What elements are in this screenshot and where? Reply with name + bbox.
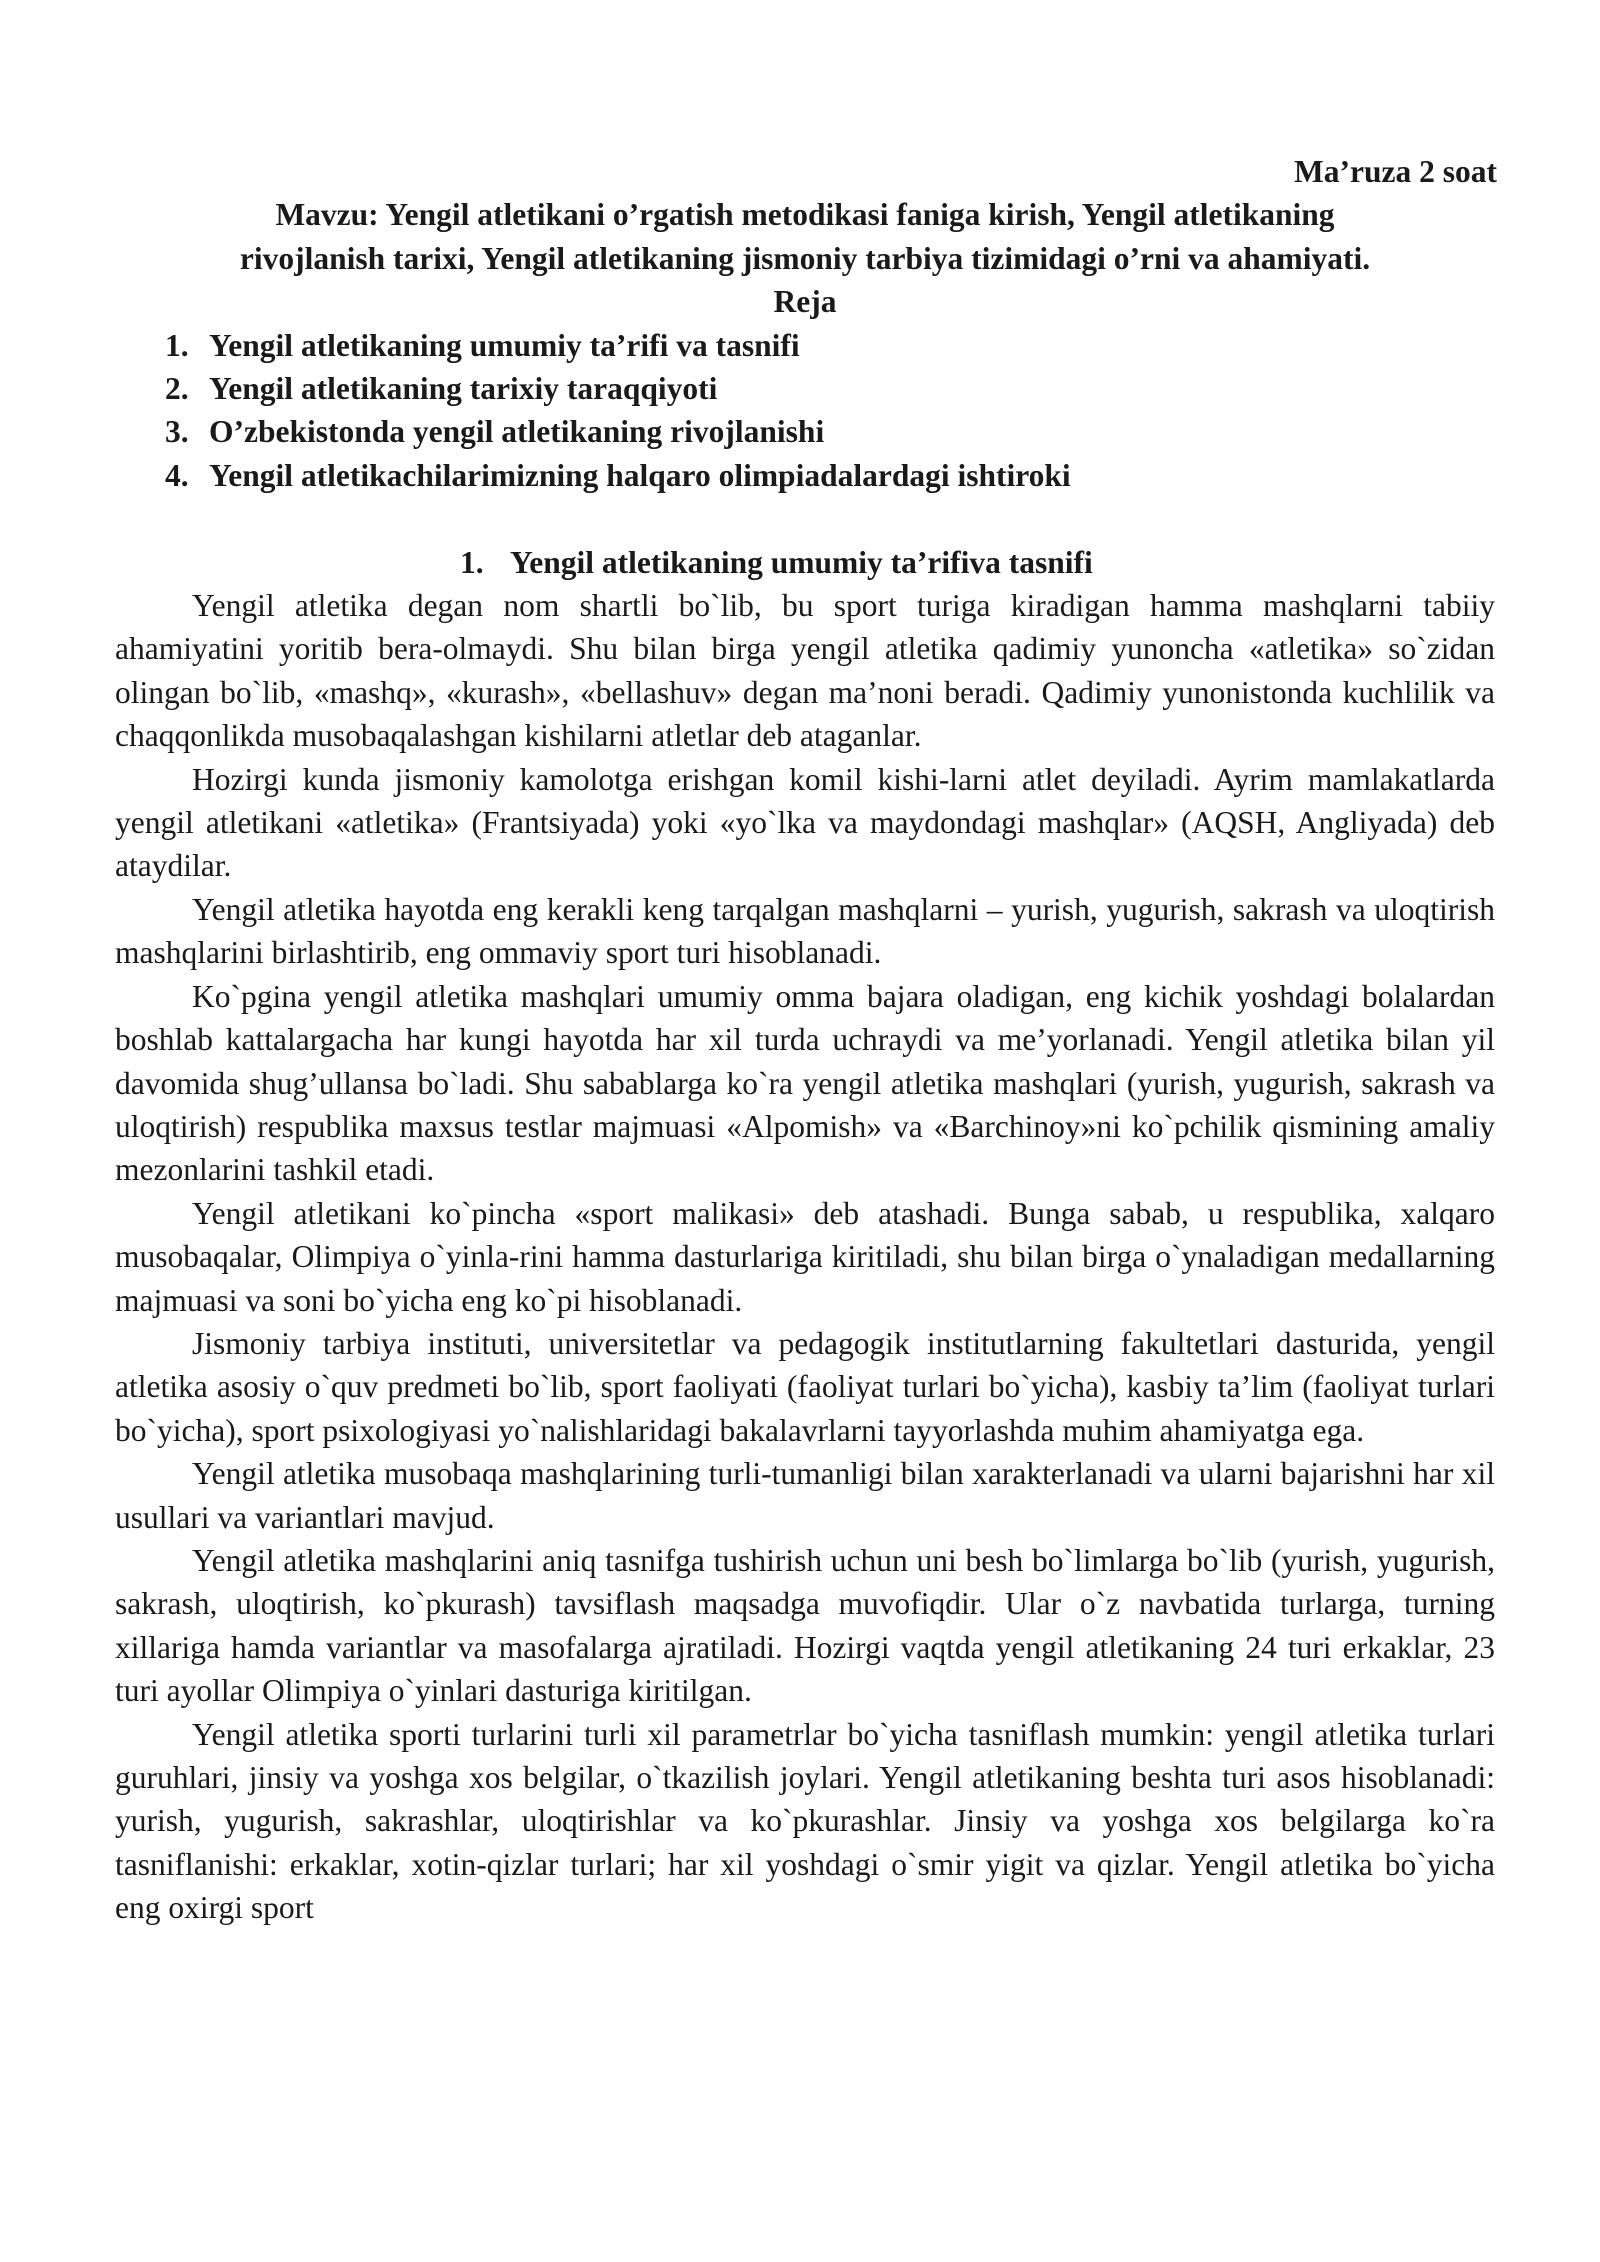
paragraph: Yengil atletika mashqlarini aniq tasnifga tushirish uchun uni besh bo`limlarga bo`lib (yurish, yugurish, sakrash, uloqtirish, ko`pkurash) tavsiflash maqsadga muvofiqdir. Ular o`z navbatida turlarga, turning xillariga hamda variantlar va masofalarga ajratiladi. Hozirgi vaqtda yengil atletikaning 24 turi erkaklar, 23 turi ayollar Olimpiya o`yinlari dasturiga kiritilgan. [115, 1542, 1495, 1709]
paragraph: Ko`pgina yengil atletika mashqlari umumiy omma bajara oladigan, eng kichik yoshdagi bolalardan boshlab kattalargacha har kungi hayotda har xil turda uchraydi va me’yorlanadi. Yengil atletika bilan yil davomida shug’ullansa bo`ladi. Shu sabablarga ko`ra yengil atletika mashqlari (yurish, yugurish, sakrash va uloqtirish) respublika maxsus testlar majmuasi «Alpomish» va «Barchinoy»ni ko`pchilik qismining amaliy mezonlarini tashkil etadi. [115, 978, 1495, 1188]
section-number: 1. [460, 544, 484, 580]
plan-item-number: 3. [165, 414, 189, 450]
paragraph: Hozirgi kunda jismoniy kamolotga erishgan komil kishi-larni atlet deyiladi. Ayrim mamlakatlarda yengil atletikani «atletika» (Frantsiyada) yoki «yo`lka va maydondagi mashqlar» (AQSH, Angliyada) deb ataydilar. [115, 761, 1495, 884]
plan-item [165, 454, 1495, 497]
topic-line-1: Mavzu: Yengil atletikani o’rgatish metodikasi faniga kirish, Yengil atletikaning [275, 197, 1335, 233]
plan-item-number: 4. [165, 457, 189, 493]
topic-line-2: rivojlanish tarixi, Yengil atletikaning jismoniy tarbiya tizimidagi o’rni va ahamiyati. [239, 240, 1371, 276]
plan-item-number: 1. [165, 327, 189, 363]
paragraph: Yengil atletika hayotda eng kerakli keng tarqalgan mashqlarni – yurish, yugurish, sakrash va uloqtirish mashqlarini birlashtirib, eng ommaviy sport turi hisoblanadi. [115, 891, 1495, 971]
plan-item [165, 367, 1495, 410]
section-heading [115, 541, 1495, 584]
section-title: Yengil atletikaning umumiy ta’rifiva tasnifi [510, 544, 1093, 580]
plan-item-number: 2. [165, 371, 189, 407]
lecture-hours: Ma’ruza 2 soat [1294, 154, 1497, 189]
plan-title: Reja [773, 284, 837, 320]
paragraph: Jismoniy tarbiya instituti, universitetlar va pedagogik institutlarning fakultetlari dasturida, yengil atletika asosiy o`quv predmeti bo`lib, sport faoliyati (faoliyat turlari bo`yicha), kasbiy ta’lim (faoliyat turlari bo`yicha), sport psixologiyasi yo`nalishlaridagi bakalavrlarni tayyorlashda muhim ahamiyatga ega. [115, 1325, 1495, 1448]
plan-item-text: Yengil atletikaning umumiy ta’rifi va tasnifi [209, 327, 800, 363]
plan-item-text: O’zbekistonda yengil atletikaning rivojlanishi [209, 414, 825, 450]
paragraph: Yengil atletika musobaqa mashqlarining turli-tumanligi bilan xarakterlanadi va ularni bajarishni har xil usullari va variantlari mavjud. [115, 1456, 1495, 1535]
plan-item [165, 324, 1495, 367]
plan-item-text: Yengil atletikachilarimizning halqaro olimpiadalardagi ishtiroki [209, 457, 1071, 493]
paragraph: Yengil atletika sporti turlarini turli xil parametrlar bo`yicha tasniflash mumkin: yengil atletika turlari guruhlari, jinsiy va yoshga xos belgilar, o`tkazilish joylari. Yengil atletikaning beshta turi asos hisoblanadi: yurish, yugurish, sakrashlar, uloqtirishlar va ko`pkurashlar. Jinsiy va yoshga xos belgilarga ko`ra tasniflanishi: erkaklar, xotin-qizlar turlari; har xil yoshdagi o`smir yigit va qizlar. Yengil atletika bo`yicha eng oxirgi sport [115, 1716, 1495, 1926]
plan-item [165, 410, 1495, 453]
paragraph: Yengil atletika degan nom shartli bo`lib, bu sport turiga kiradigan hamma mashqlarni tabiiy ahamiyatini yoritib bera-olmaydi. Shu bilan birga yengil atletika qadimiy yunoncha «atletika» so`zidan olingan bo`lib, «mashq», «kurash», «bellashuv» degan ma’noni beradi. Qadimiy yunonistonda kuchlilik va chaqqonlikda musobaqalashgan kishilarni atletlar deb ataganlar. [115, 588, 1495, 754]
plan-item-text: Yengil atletikaning tarixiy taraqqiyoti [209, 371, 718, 407]
plan-list [115, 324, 1495, 498]
paragraph: Yengil atletikani ko`pincha «sport malikasi» deb atashadi. Bunga sabab, u respublika, xalqaro musobaqalar, Olimpiya o`yinla-rini hamma dasturlariga kiritiladi, shu bilan birga o`ynaladigan medallarning majmuasi va soni bo`yicha eng ko`pi hisoblanadi. [115, 1195, 1495, 1318]
